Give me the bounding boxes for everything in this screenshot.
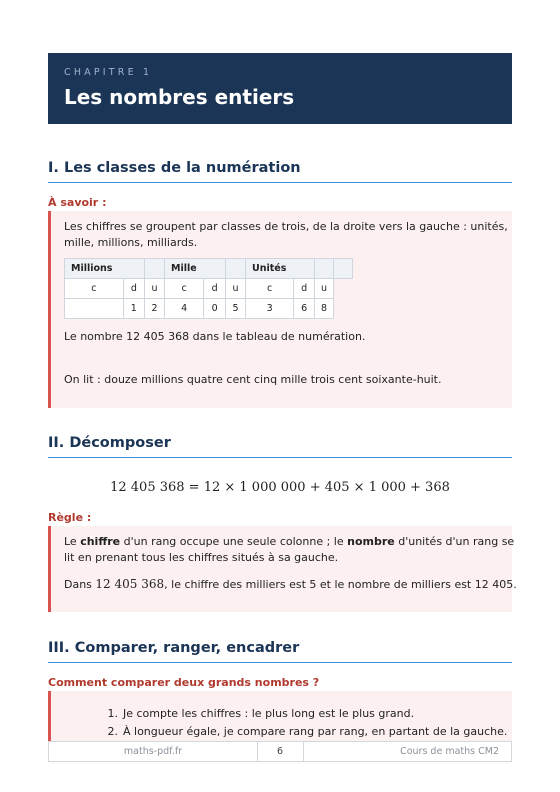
blank-cell	[226, 259, 246, 279]
section-heading-comparer: III. Comparer, ranger, encadrer	[48, 640, 512, 663]
position-cell: d	[204, 279, 226, 299]
footer-course: Cours de maths CM2	[303, 742, 505, 761]
footer-site: maths-pdf.fr	[49, 742, 258, 761]
table-positions-row	[65, 279, 353, 299]
digit-cell: 8	[315, 299, 334, 319]
step-number: 2.	[107, 725, 118, 738]
regle-label: Règle :	[48, 511, 92, 524]
class-mille: Mille	[165, 259, 226, 279]
rule-emphasis-nombre: nombre	[347, 535, 395, 548]
rule-text: d'un rang occupe une seule colonne ; le	[120, 535, 348, 548]
chapter-kicker: CHAPITRE 1	[64, 67, 153, 78]
digit-cell: 1	[123, 299, 144, 319]
chapter-banner	[48, 53, 512, 124]
position-cell: u	[145, 279, 165, 299]
digit-cell: 5	[226, 299, 246, 319]
blank-cell	[145, 259, 165, 279]
position-cell: d	[123, 279, 144, 299]
list-item	[106, 705, 507, 723]
digit-cell: 0	[204, 299, 226, 319]
blank-cell	[334, 259, 353, 279]
digit-cell	[65, 299, 124, 319]
position-cell: u	[315, 279, 334, 299]
table-header-row	[65, 259, 353, 279]
step-number: 1.	[107, 707, 118, 720]
table-digits-row	[65, 299, 353, 319]
step-text: À longueur égale, je compare rang par rang, en partant de la gauche.	[123, 725, 508, 738]
footer-page-number: 6	[276, 746, 284, 757]
chapter-title: Les nombres entiers	[64, 85, 295, 109]
blank-cell	[315, 259, 334, 279]
comparer-label: Comment comparer deux grands nombres ?	[48, 676, 320, 689]
digit-cell: 2	[145, 299, 165, 319]
position-cell: c	[246, 279, 294, 299]
intro-line-1: Les chiffres se groupent par classes de trois, de la droite vers la gauche : unités,	[64, 220, 508, 233]
rule-paragraph-2	[64, 575, 517, 594]
rule-paragraph-1-line-2: lit en prenant tous les chiffres situés à sa gauche.	[64, 551, 339, 564]
position-cell: u	[226, 279, 246, 299]
section-heading-decomposer: II. Décomposer	[48, 435, 512, 458]
position-cell: c	[165, 279, 204, 299]
page-footer	[48, 741, 512, 762]
inline-number: 12 405 368	[95, 577, 165, 591]
class-millions: Millions	[65, 259, 145, 279]
position-cell: d	[294, 279, 315, 299]
digit-cell: 4	[165, 299, 204, 319]
rule-text: Dans	[64, 578, 96, 591]
regle-box	[48, 526, 517, 612]
rule-text: Le	[64, 535, 81, 548]
intro-line-2: mille, millions, milliards.	[64, 236, 198, 249]
digit-cell: 6	[294, 299, 315, 319]
list-item	[106, 723, 507, 741]
table-caption: Le nombre 12 405 368 dans le tableau de numération.	[64, 330, 366, 343]
comparison-steps	[106, 705, 507, 741]
rule-text: d'unités d'un rang se	[394, 535, 515, 548]
reading-sentence: On lit : douze millions quatre cent cinq mille trois cent soixante-huit.	[64, 373, 442, 386]
decomposition-formula: 12 405 368 = 12 × 1 000 000 + 405 × 1 000 + 368	[110, 480, 450, 495]
digit-cell: 3	[246, 299, 294, 319]
class-unites: Unités	[246, 259, 315, 279]
rule-emphasis-chiffre: chiffre	[80, 535, 121, 548]
a-savoir-label: À savoir :	[48, 196, 107, 209]
rule-text: , le chiffre des milliers est 5 et le nombre de milliers est 12 405.	[164, 578, 517, 591]
step-text: Je compte les chiffres : le plus long est le plus grand.	[123, 707, 415, 720]
comparer-box	[48, 691, 512, 743]
numeration-table	[64, 258, 353, 319]
a-savoir-box	[48, 211, 512, 408]
position-cell: c	[65, 279, 124, 299]
section-heading-numeration: I. Les classes de la numération	[48, 160, 512, 183]
